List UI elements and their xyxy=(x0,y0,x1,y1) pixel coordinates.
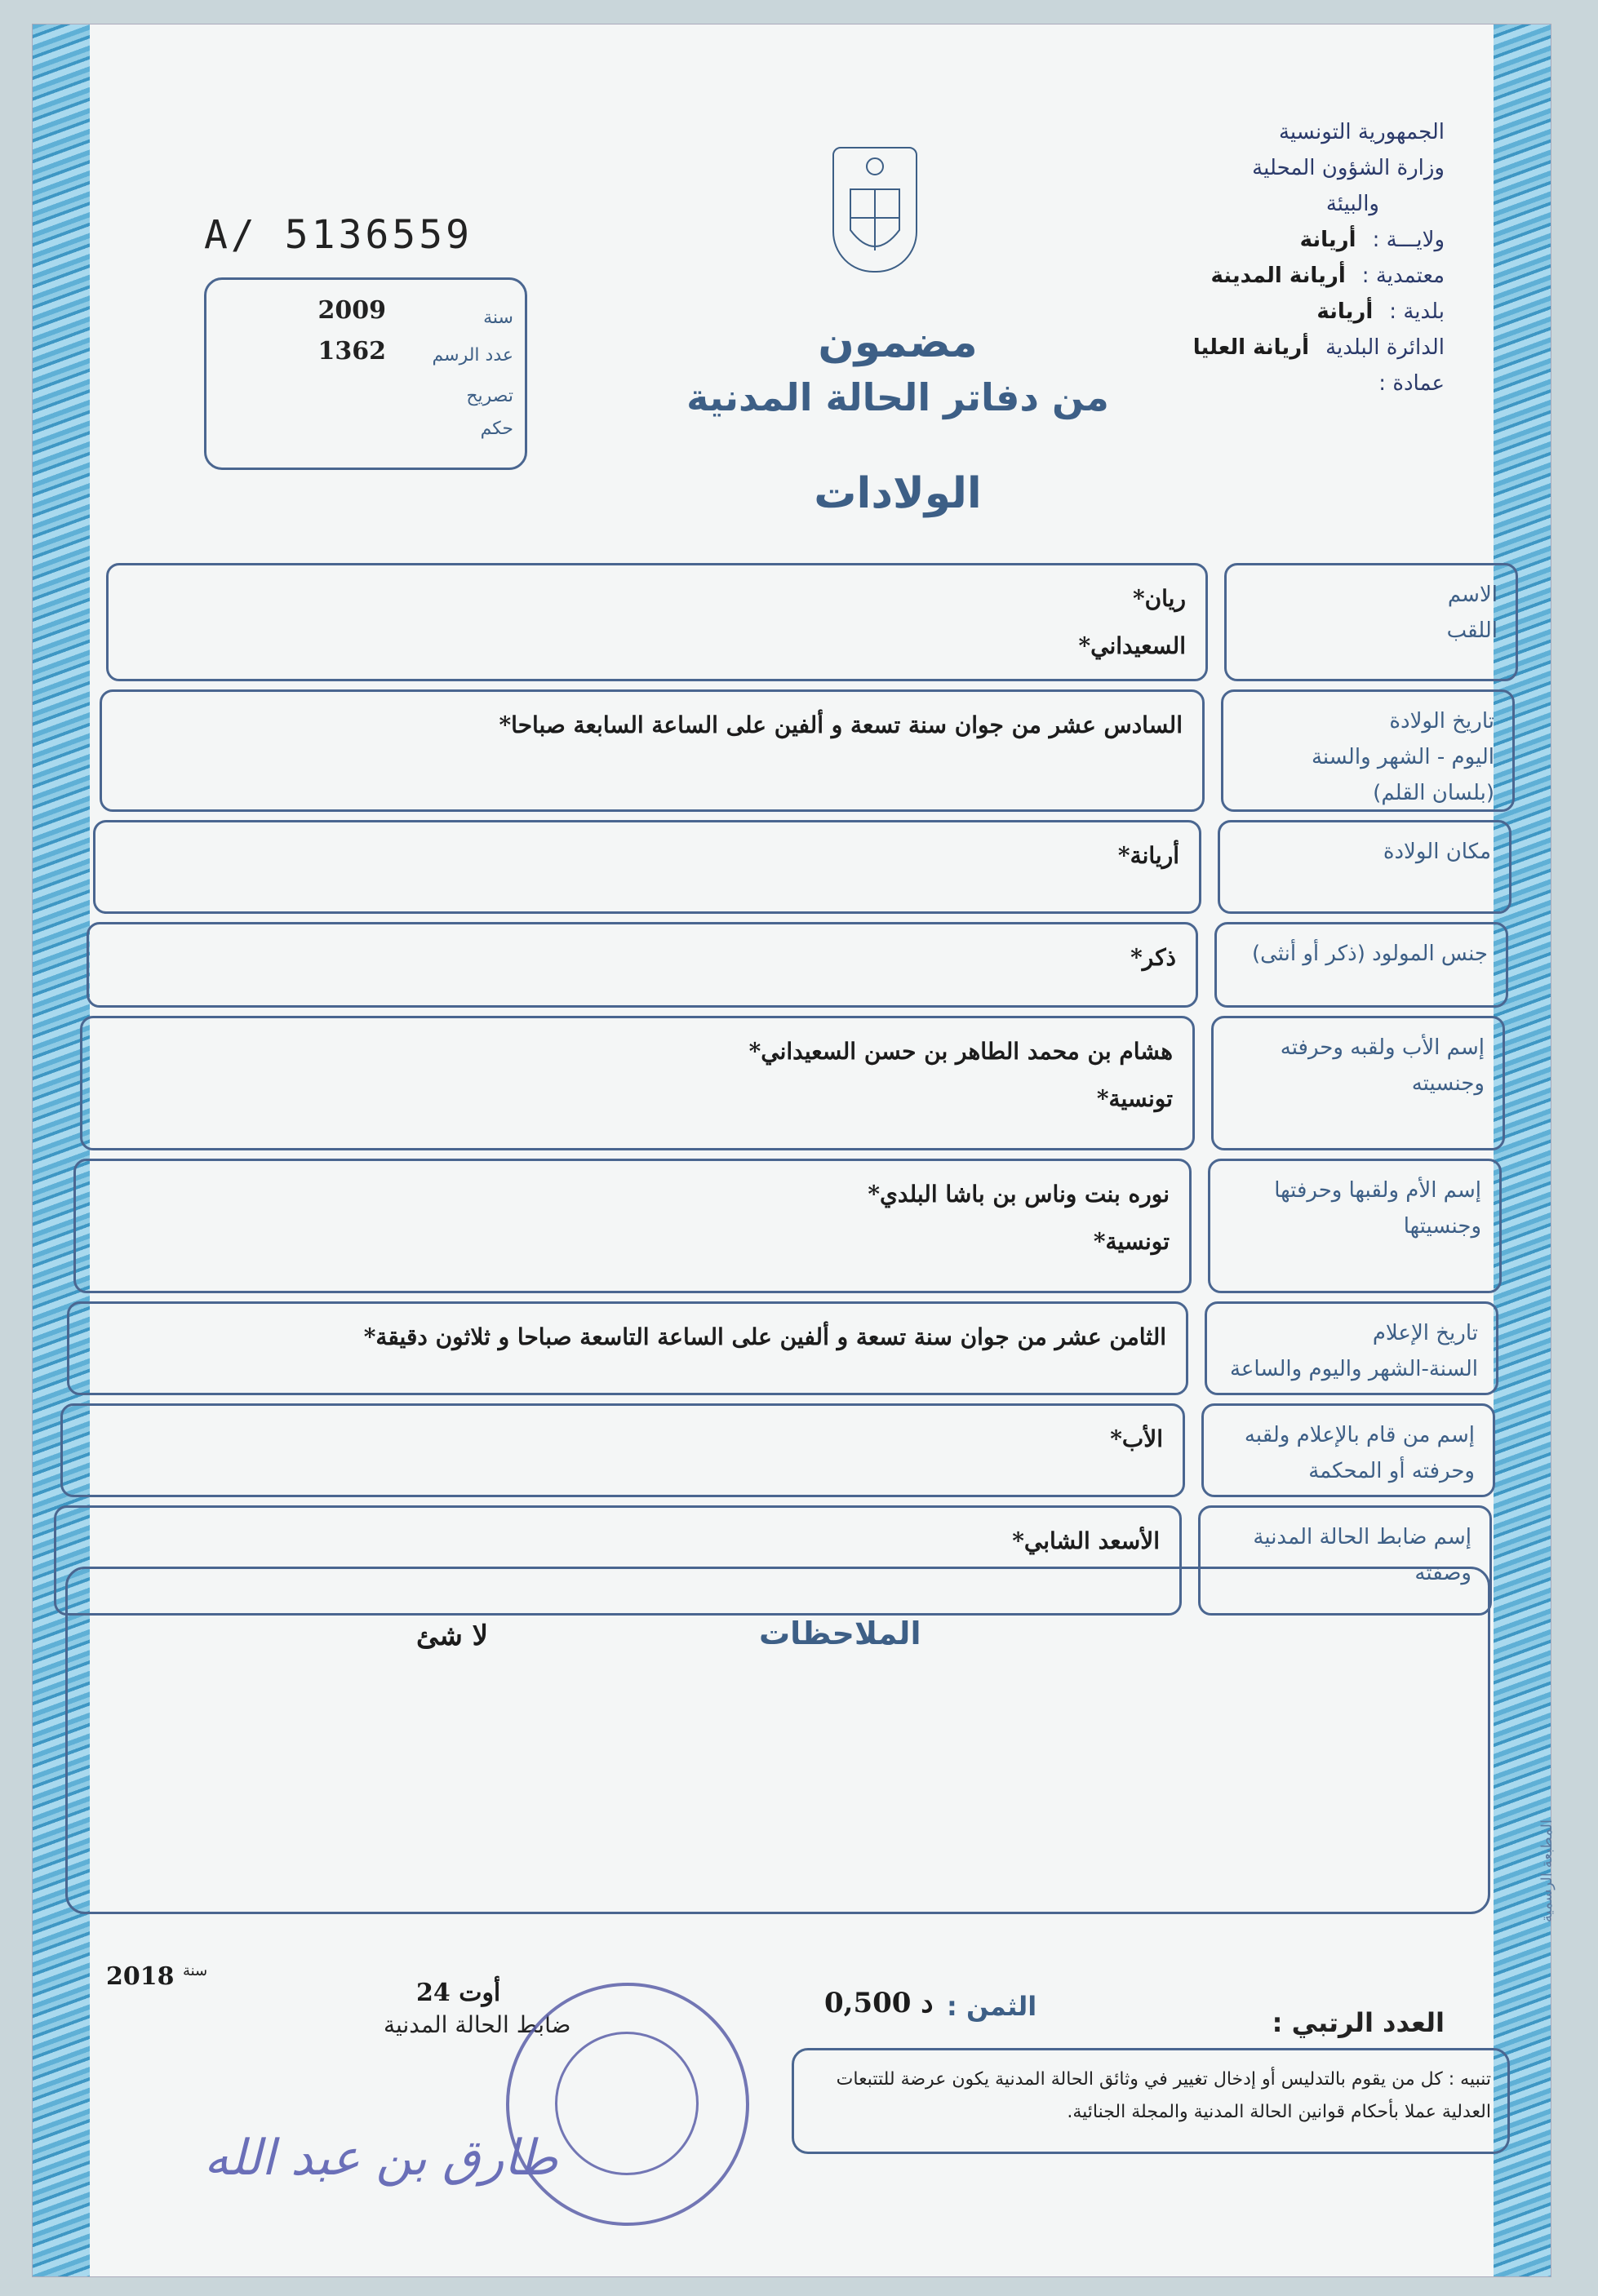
printer-mark: المطبعة الرسمية xyxy=(1538,1820,1556,1923)
remarks-value: لا شئ xyxy=(416,1620,489,1652)
wilaya-row xyxy=(1102,222,1445,258)
field-value-6 xyxy=(73,1159,1192,1293)
municipality-label: بلدية : xyxy=(1389,299,1445,324)
field-label-line: وجنسيتها xyxy=(1403,1214,1481,1239)
municipality-row xyxy=(1102,294,1445,330)
field-value-line: تونسية* xyxy=(1093,1228,1170,1255)
field-label-line: وجنسيته xyxy=(1411,1071,1485,1096)
municipality-value: أريانة xyxy=(1316,299,1374,324)
republic-line: الجمهورية التونسية xyxy=(1278,120,1445,144)
stamp-emblem-icon xyxy=(555,2032,699,2175)
ministry-line-1: وزارة الشؤون المحلية xyxy=(1252,156,1445,180)
field-value-line: نوره بنت وناس بن باشا البلدي* xyxy=(868,1181,1170,1208)
field-value-4 xyxy=(87,922,1198,1008)
registry-number-label: عدد الرسم xyxy=(432,345,513,366)
coat-of-arms-icon xyxy=(832,147,917,273)
document-title: مضمون xyxy=(818,318,978,367)
delegation-value: أريانة المدينة xyxy=(1210,264,1346,288)
field-label-line: إسم ضابط الحالة المدنية xyxy=(1253,1525,1471,1549)
field-label-line: مكان الولادة xyxy=(1383,840,1491,864)
field-value-3 xyxy=(93,820,1201,914)
field-label-line: تاريخ الإعلام xyxy=(1372,1321,1478,1345)
document-body xyxy=(90,24,1556,2276)
field-label-line: (بلسان القلم) xyxy=(1373,781,1494,805)
registry-number-value: 1362 xyxy=(317,337,386,366)
field-label-line: السنة-الشهر واليوم والساعة xyxy=(1229,1357,1478,1381)
field-label-line: الاسم xyxy=(1447,583,1498,607)
field-value-2 xyxy=(100,689,1205,812)
field-value-line: الأب* xyxy=(1110,1425,1163,1452)
field-value-line: السادس عشر من جوان سنة تسعة و ألفين على الساعة السابعة صباحا* xyxy=(499,711,1183,738)
field-label-1 xyxy=(1224,563,1518,681)
field-value-line: هشام بن محمد الطاهر بن حسن السعيداني* xyxy=(748,1038,1173,1065)
footer-year-value: 2018 xyxy=(106,1962,175,1991)
ministry-line-2: والبيئة xyxy=(1325,192,1379,216)
legal-notice: تنبيه : كل من يقوم بالتدليس أو إدخال تغيير في وثائق الحالة المدنية يكون عرضة للتتبعات العدلية عملا بأحكام قوانين الحالة المدنية والمجلة الجنائية. xyxy=(792,2048,1510,2154)
field-label-3 xyxy=(1218,820,1511,914)
decorative-border-left xyxy=(33,24,90,2276)
field-value-7 xyxy=(67,1301,1188,1395)
issuing-authority xyxy=(1102,114,1445,401)
field-value-line: الأسعد الشابي* xyxy=(1012,1527,1160,1554)
wilaya-label: ولايـــة : xyxy=(1372,228,1445,252)
field-value-line: ريان* xyxy=(1132,585,1186,612)
document-subtitle: من دفاتر الحالة المدنية xyxy=(686,375,1109,419)
field-label-line: إسم الأب ولقبه وحرفته xyxy=(1280,1035,1485,1060)
price-value: 0,500 د xyxy=(824,1987,934,2019)
delegation-row xyxy=(1102,258,1445,294)
field-label-line: إسم الأم ولقبها وحرفتها xyxy=(1274,1178,1481,1203)
field-label-line: اليوم - الشهر والسنة xyxy=(1311,745,1494,769)
field-value-line: تونسية* xyxy=(1096,1085,1173,1112)
imada-label: عمادة : xyxy=(1378,371,1445,396)
price-label: الثمن : xyxy=(947,1991,1037,2022)
field-label-5 xyxy=(1211,1016,1505,1150)
field-value-line: الثامن عشر من جوان سنة تسعة و ألفين على الساعة التاسعة صباحا و ثلاثون دقيقة* xyxy=(363,1323,1166,1350)
decorative-border-right xyxy=(1494,24,1551,2276)
serial-number: A/ 5136559 xyxy=(204,212,473,258)
footer-year xyxy=(106,1962,207,1991)
registry-box xyxy=(204,277,527,470)
imada-row xyxy=(1102,366,1445,401)
sequence-number-label: العدد الرتبي : xyxy=(1272,2007,1445,2038)
officer-title: ضابط الحالة المدنية xyxy=(384,2011,571,2038)
field-label-line: اللقب xyxy=(1446,618,1498,643)
judgment-label: حكم xyxy=(480,419,513,439)
wilaya-value: أريانة xyxy=(1299,228,1356,252)
district-row xyxy=(1102,330,1445,366)
section-title-births: الولادات xyxy=(814,469,982,518)
field-value-5 xyxy=(80,1016,1195,1150)
field-label-line: جنس المولود (ذكر أو أنثى) xyxy=(1251,942,1488,966)
field-label-4 xyxy=(1214,922,1508,1008)
field-value-line: أريانة* xyxy=(1117,842,1179,869)
registry-year-label: سنة xyxy=(483,308,513,328)
civil-status-document xyxy=(33,24,1556,2276)
field-label-6 xyxy=(1208,1159,1502,1293)
field-value-1 xyxy=(106,563,1208,681)
field-value-line: السعيداني* xyxy=(1078,632,1186,659)
field-label-line: إسم من قام بالإعلام ولقبه xyxy=(1244,1423,1475,1447)
field-label-2 xyxy=(1221,689,1515,812)
district-label: الدائرة البلدية xyxy=(1325,335,1445,360)
registry-year-value: 2009 xyxy=(317,296,386,325)
district-value: أريانة العليا xyxy=(1192,335,1310,360)
footer-year-label: سنة xyxy=(182,1962,208,1979)
declaration-label: تصريح xyxy=(466,386,513,406)
field-value-8 xyxy=(60,1403,1185,1497)
field-label-line: وحرفته أو المحكمة xyxy=(1308,1459,1475,1483)
field-label-line: تاريخ الولادة xyxy=(1389,709,1494,734)
officer-signature: طارق بن عبد الله xyxy=(204,2130,558,2187)
footer-date: 24 أوت xyxy=(416,1979,501,2007)
field-label-7 xyxy=(1205,1301,1498,1395)
field-label-line: وصفته xyxy=(1414,1561,1471,1585)
field-label-8 xyxy=(1201,1403,1495,1497)
delegation-label: معتمدية : xyxy=(1361,264,1445,288)
remarks-title: الملاحظات xyxy=(759,1616,921,1651)
field-value-line: ذكر* xyxy=(1130,944,1176,971)
